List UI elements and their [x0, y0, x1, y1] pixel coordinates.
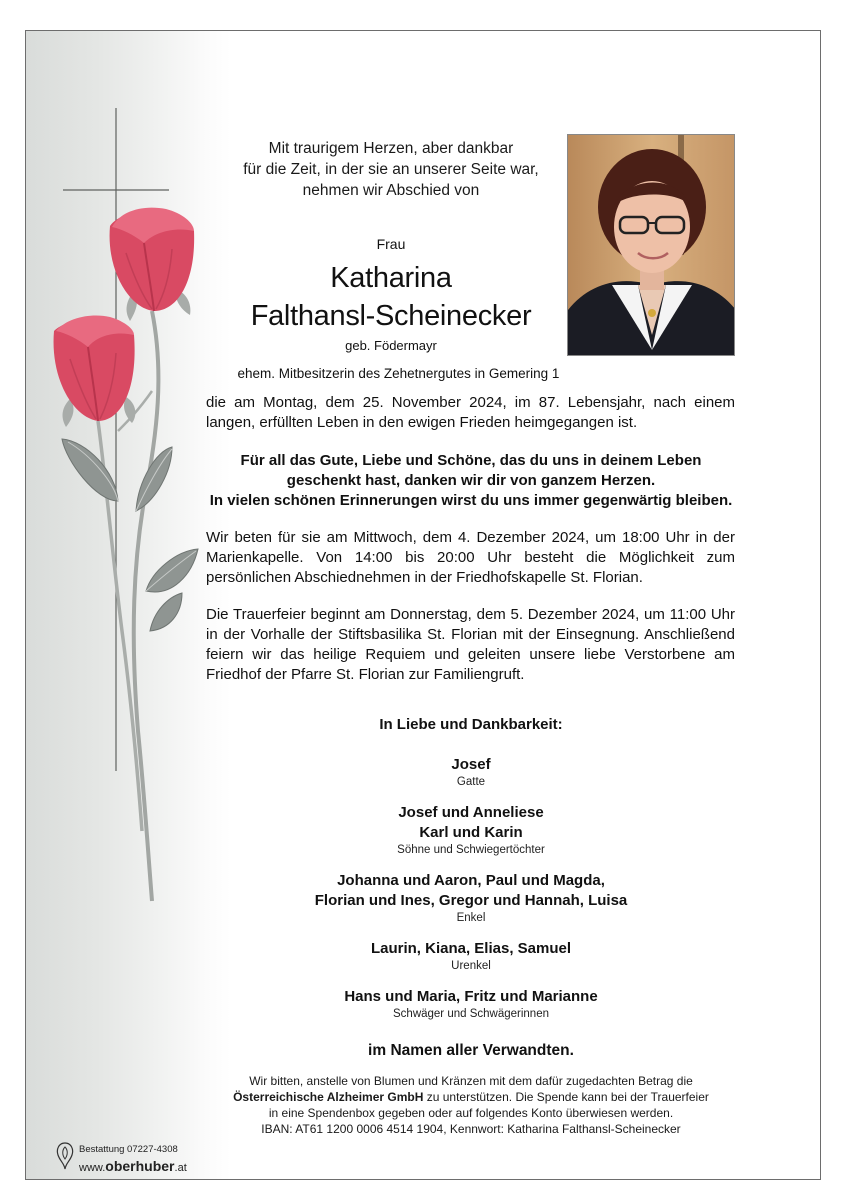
last-name: Falthansl-Scheinecker: [250, 300, 532, 332]
mourner-relation: Enkel: [456, 912, 486, 924]
thanks-line: In vielen schönen Erinnerungen wirst du uns immer gegenwärtig bleiben.: [209, 492, 733, 509]
donation-appeal: [206, 1073, 736, 1137]
rose-leaves: [62, 439, 198, 631]
mourner-group: [231, 871, 711, 926]
mourner-relation: Gatte: [456, 776, 486, 788]
mourner-group: [231, 987, 711, 1022]
portrait-photo: [567, 134, 735, 356]
web-prefix: www.: [79, 1162, 106, 1174]
mourner-names: Johanna und Aaron, Paul und Magda,: [337, 872, 605, 889]
mourner-group: [231, 755, 711, 790]
web-name: oberhuber: [105, 1158, 175, 1174]
mourner-names: Josef und Anneliese: [398, 804, 544, 821]
donation-line: [206, 1089, 736, 1105]
donation-line-rest: zu unterstützen. Die Spende kann bei der Trauerfeier: [423, 1090, 709, 1104]
obituary-card: [25, 30, 821, 1180]
mourner-names: Hans und Maria, Fritz und Marianne: [344, 988, 598, 1005]
intro-line: Mit traurigem Herzen, aber dankbar: [268, 140, 514, 157]
donation-line: Wir bitten, anstelle von Blumen und Kränzen mit dem dafür zugedachten Betrag die: [249, 1074, 693, 1088]
mourner-names: Laurin, Kiana, Elias, Samuel: [370, 940, 572, 957]
mourner-relation: Urenkel: [451, 960, 491, 972]
birth-name: geb. Födermayr: [345, 338, 437, 353]
undertaker-imprint: [54, 1141, 204, 1175]
thanks-line: Für all das Gute, Liebe und Schöne, das du uns in deinem Leben: [240, 452, 702, 469]
web-suffix: .at: [174, 1162, 187, 1174]
mourner-group: [231, 803, 711, 858]
thanks-line: geschenkt hast, danken wir dir von ganzem Herzen.: [286, 472, 656, 489]
mourner-names: Florian und Ines, Gregor und Hannah, Luisa: [314, 892, 628, 909]
mourners-heading: In Liebe und Dankbarkeit:: [379, 716, 563, 733]
former-role: ehem. Mitbesitzerin des Zehetnergutes in Gemering 1: [237, 366, 560, 381]
mourners-section: [231, 716, 711, 1060]
donation-line: in eine Spendenbox gegeben oder auf folgendes Konto überwiesen werden.: [268, 1106, 674, 1120]
intro-line: für die Zeit, in der sie an unserer Seite war,: [243, 161, 539, 178]
undertaker-phone: Bestattung 07227-4308: [79, 1144, 178, 1155]
deceased-name: [201, 259, 581, 335]
intro-line: nehmen wir Abschied von: [302, 182, 480, 199]
prayer-notice: Wir beten für sie am Mittwoch, dem 4. Dezember 2024, um 18:00 Uhr in der Marienkapelle. Von 14:00 bis 20:00 Uhr besteht die Möglichkeit zum persönlichen Abschiednehmen in der Friedhofskapelle St. Florian.: [206, 529, 735, 586]
funeral-notice: Die Trauerfeier beginnt am Donnerstag, dem 5. Dezember 2024, um 11:00 Uhr in der Vorhalle der Stiftsbasilika St. Florian mit der Einsegnung. Anschließend feiern wir das heilige Requiem und geleiten unsere liebe Verstorbene am Friedhof der Pfarre St. Florian zur Familiengruft.: [206, 606, 735, 683]
first-name: Katharina: [330, 262, 452, 294]
thanks-text: [196, 451, 746, 511]
mourner-relation: Söhne und Schwiegertöchter: [397, 844, 545, 856]
mourner-names: Karl und Karin: [419, 824, 523, 841]
mourner-names: Josef: [451, 756, 491, 773]
donation-iban: IBAN: AT61 1200 0006 4514 1904, Kennwort: Katharina Falthansl-Scheinecker: [261, 1122, 681, 1136]
death-notice: die am Montag, dem 25. November 2024, im 87. Lebensjahr, nach einem langen, erfüllten Leben in den ewigen Frieden heimgegangen ist.: [206, 394, 735, 431]
undertaker-website[interactable]: [79, 1158, 187, 1174]
undertaker-logo-icon: [54, 1141, 76, 1171]
donation-organisation: Österreichische Alzheimer GmbH: [233, 1090, 424, 1104]
intro-text: [231, 138, 551, 201]
salutation: Frau: [376, 236, 406, 252]
mourner-relation: Schwäger und Schwägerinnen: [393, 1008, 549, 1020]
mourner-group: [231, 939, 711, 974]
mourners-closing: im Namen aller Verwandten.: [368, 1042, 574, 1059]
